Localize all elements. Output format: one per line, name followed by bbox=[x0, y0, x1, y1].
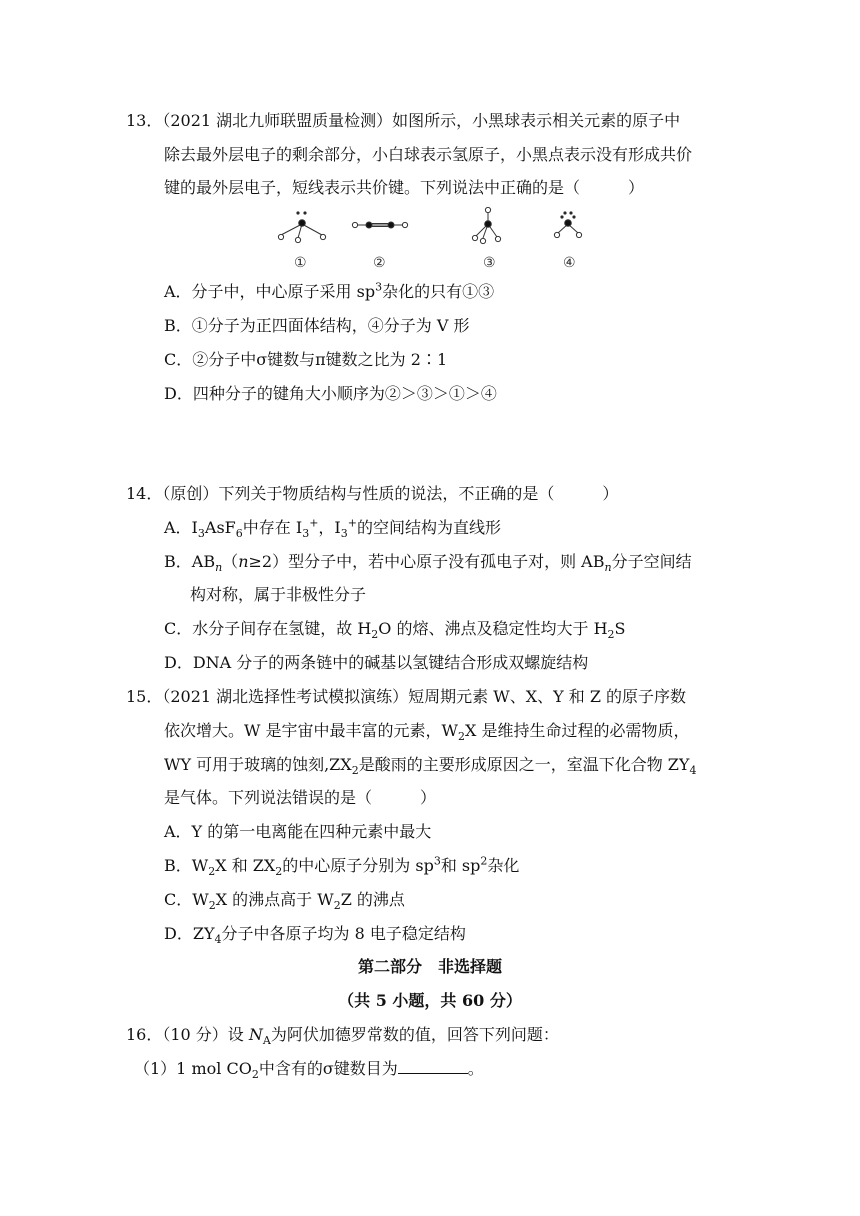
q13-option-a: A．分子中，中心原子采用 $sp^3$杂化的只有①③ bbox=[164, 280, 495, 301]
part2-title: 第二部分 非选择题 bbox=[357, 957, 502, 976]
q13-option-d: D．四种分子的键角大小顺序为②＞③＞①＞④ bbox=[164, 384, 497, 403]
q15-option-c: C．$W_2X$ 的沸点高于 $W_2Z$ 的沸点 bbox=[164, 890, 405, 913]
q15-option-b: B．$W_2X$ 和 $ZX_2$的中心原子分别为 $sp^3$和 $sp^2$杂化 bbox=[164, 854, 520, 879]
q15-stem-line1: 15．（2021 湖北选择性考试模拟演练）短周期元素 W、X、Y 和 Z 的原子序数 bbox=[126, 687, 687, 706]
q13-stem-line2: 除去最外层电子的剩余部分，小白球表示氢原子，小黑点表示没有形成共价 bbox=[164, 145, 693, 164]
q15-stem-line4: 是气体。下列说法错误的是（ ） bbox=[164, 788, 437, 807]
q15-option-d: D．$ZY_4$分子中各原子均为 8 电子稳定结构 bbox=[164, 924, 466, 947]
label-3: ③ bbox=[483, 255, 496, 271]
q16-stem: 16．（10 分）设 $N_A$为阿伏加德罗常数的值，回答下列问题： bbox=[126, 1025, 559, 1048]
molecule-2 bbox=[352, 222, 407, 228]
molecule-diagram bbox=[268, 204, 598, 274]
q13-option-b: B．①分子为正四面体结构，④分子为 V 形 bbox=[164, 316, 470, 335]
label-1: ① bbox=[294, 255, 307, 271]
q14-option-b-cont: 构对称，属于非极性分子 bbox=[190, 585, 367, 604]
part2-subtitle: （共 5 小题，共 60 分） bbox=[338, 991, 522, 1010]
q13-stem-line3: 键的最外层电子，短线表示共价键。下列说法中正确的是（ ） bbox=[164, 178, 645, 197]
q16-part1: （1）1 mol $CO_2$中含有的σ键数目为 。 bbox=[134, 1059, 484, 1082]
q15-stem-line2: 依次增大。W 是宇宙中最丰富的元素，$W_2X$ 是维持生命过程的必需物质， bbox=[164, 721, 690, 744]
answer-blank[interactable] bbox=[398, 1059, 468, 1074]
molecule-4 bbox=[554, 212, 581, 238]
q15-option-a: A．Y 的第一电离能在四种元素中最大 bbox=[164, 822, 432, 841]
molecule-3 bbox=[472, 207, 500, 243]
q14-option-b: B．$AB_n(n\ge 2)$型分子中，若中心原子没有孤电子对，则 $AB_n$分子空间结 bbox=[164, 552, 692, 575]
q13-option-c: C．②分子中σ键数与π键数之比为 2∶1 bbox=[164, 350, 448, 369]
molecule-1 bbox=[278, 212, 325, 243]
q14-stem: 14．（原创）下列关于物质结构与性质的说法，不正确的是（ ） bbox=[126, 484, 619, 503]
q14-option-c: C．水分子间存在氢键，故 $H_2O$ 的熔、沸点及稳定性均大于 $H_2S$ bbox=[164, 619, 626, 642]
label-4: ④ bbox=[563, 255, 576, 271]
q15-stem-line3: WY 可用于玻璃的蚀刻$,ZX_2$是酸雨的主要形成原因之一，室温下化合物 $ZY_4$ bbox=[164, 755, 697, 778]
q13-stem-line1: 13．（2021 湖北九师联盟质量检测）如图所示，小黑球表示相关元素的原子中 bbox=[126, 111, 681, 130]
q14-option-a: A．$I_3AsF_6$中存在 $I_3^+$，$I_3^+$的空间结构为直线形 bbox=[164, 516, 501, 541]
q14-option-d: D．DNA 分子的两条链中的碱基以氢键结合形成双螺旋结构 bbox=[164, 653, 589, 672]
label-2: ② bbox=[373, 255, 386, 271]
